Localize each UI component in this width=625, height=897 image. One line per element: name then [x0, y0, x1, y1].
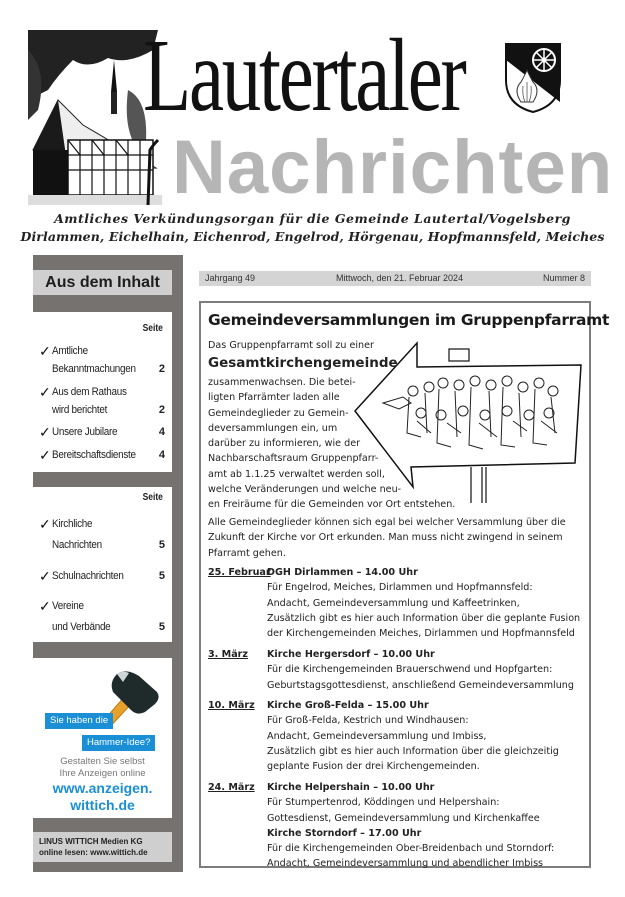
ad-url-2[interactable]: wittich.de	[70, 797, 135, 813]
contents-item[interactable]	[39, 568, 165, 589]
event-line: Für die Kirchengemeinden Ober-Breidenbach und Storndorf:	[267, 843, 555, 855]
event-heading: DGH Dirlammen – 14.00 Uhr	[267, 567, 418, 578]
contents-item-label: Bereitschaftsdienste	[52, 449, 136, 461]
contents-item-page: 2	[158, 404, 165, 416]
ad-url-1[interactable]: www.anzeigen.	[52, 780, 153, 796]
page-column-label: Seite	[142, 323, 163, 334]
town-hall-illustration-icon	[28, 30, 162, 205]
intro-paragraph	[208, 375, 455, 513]
contents-item-page: 5	[158, 621, 165, 633]
text-line: deversammlungen ein, um	[208, 422, 338, 434]
contents-item-page: 5	[158, 539, 165, 551]
masthead-villages: Dirlammen, Eichelhain, Eichenrod, Engelrod, Hörgenau, Hopfmannsfeld, Meiches	[20, 229, 605, 244]
second-paragraph	[208, 515, 588, 561]
event-line: Gottesdienst, Gemeindeversammlung und Kirchenkaffee	[267, 812, 540, 824]
event-date: 24. März	[208, 782, 255, 793]
issue-info-bar	[199, 271, 591, 286]
event-line: der Kirchengemeinden Meiches, Dirlammen und Hopfmannsfeld	[267, 628, 575, 640]
event-line: Andacht, Gemeindeversammlung und abendlicher Imbiss	[267, 858, 544, 870]
event-date: 10. März	[208, 700, 255, 711]
event-heading: Kirche Groß-Felda – 15.00 Uhr	[267, 700, 429, 711]
contents-item-label: Aus dem Rathaus	[52, 386, 127, 398]
text-line: Nachbarschaftsraum Gruppenpfarr-	[208, 453, 379, 465]
contents-item-label-2: Bekanntmachungen	[52, 363, 136, 375]
event-date: 25. Februar	[208, 567, 271, 578]
event-line: geplante Fusion der drei Kirchengemeinden.	[267, 761, 480, 773]
contents-item-label: Vereine	[52, 600, 84, 612]
contents-item-cont[interactable]	[39, 402, 165, 423]
event-line: Geburtstagsgottesdienst, anschließend Gemeindeversammlung	[267, 679, 574, 691]
intro-highlight: Gesamtkirchengemeinde	[208, 355, 398, 371]
event-line: Für Groß-Felda, Kestrich und Windhausen:	[267, 715, 469, 727]
contents-item-cont[interactable]	[39, 537, 165, 558]
event-line: Andacht, Gemeindeversammlung und Kaffeetrinken,	[267, 597, 520, 609]
article-title: Gemeindeversammlungen im Gruppenpfarramt	[208, 311, 610, 329]
coat-of-arms-icon	[503, 40, 563, 114]
text-line: Pfarramt gehen.	[208, 547, 286, 559]
contents-item[interactable]	[39, 447, 165, 468]
issue-date: Mittwoch, den 21. Februar 2024	[336, 273, 464, 283]
contents-item-page: 2	[158, 363, 165, 375]
text-line: Gemeindeglieder zu Gemein-	[208, 407, 349, 419]
contents-item-label: Kirchliche	[52, 518, 93, 530]
contents-item-cont[interactable]	[39, 619, 165, 640]
checkmark-icon: ✓	[39, 516, 51, 532]
masthead	[0, 0, 625, 250]
issue-volume: Jahrgang 49	[205, 273, 256, 283]
ad-text-2: Ihre Anzeigen online	[59, 768, 146, 779]
contents-item-label: Unsere Jubilare	[52, 426, 118, 438]
checkmark-icon: ✓	[39, 424, 51, 440]
event-line: Zusätzlich gibt es hier auch Information über die gleichzeitig	[267, 745, 559, 757]
issue-number: Nummer 8	[542, 273, 585, 283]
event-line: Andacht, Gemeindeversammlung und Imbiss,	[267, 730, 487, 742]
masthead-title: Lautertaler	[143, 18, 465, 133]
contents-group-2	[33, 487, 172, 642]
text-line: darüber zu informieren, wie der	[208, 438, 361, 450]
checkmark-icon: ✓	[39, 384, 51, 400]
contents-item[interactable]	[39, 516, 165, 537]
event-line: Für die Kirchengemeinden Brauerschwend und Hopfgarten:	[267, 664, 553, 676]
advertisement[interactable]	[33, 658, 172, 818]
event-line: Zusätzlich gibt es hier auch Information über die geplante Fusion	[267, 612, 581, 624]
contents-item-cont[interactable]	[39, 361, 165, 382]
contents-item-label: Schulnachrichten	[52, 570, 124, 582]
checkmark-icon: ✓	[39, 568, 51, 584]
checkmark-icon: ✓	[39, 598, 51, 614]
ad-tag-2: Hammer-Idee?	[82, 735, 155, 751]
publisher-online-link[interactable]: online lesen: www.wittich.de	[39, 848, 148, 857]
contents-heading: Aus dem Inhalt	[45, 273, 160, 291]
checkmark-icon: ✓	[39, 343, 51, 359]
contents-group-1	[33, 312, 172, 472]
event-heading: Kirche Helpershain – 10.00 Uhr	[267, 782, 435, 793]
event-heading: Kirche Hergersdorf – 10.00 Uhr	[267, 649, 435, 660]
text-line: welche Veränderungen und welche neu-	[208, 484, 402, 496]
contents-item-page: 4	[158, 426, 165, 438]
contents-item-label-2: und Verbände	[52, 621, 111, 633]
text-line: zusammenwachsen. Die betei-	[208, 377, 356, 388]
contents-sidebar	[33, 255, 183, 872]
intro-text: Das Gruppenpfarramt soll zu einer	[208, 340, 374, 351]
publisher-footer	[33, 832, 172, 862]
contents-item-page: 5	[158, 570, 165, 582]
event-heading-2: Kirche Storndorf – 17.00 Uhr	[267, 827, 422, 839]
event-date: 3. März	[208, 649, 248, 660]
text-line: Alle Gemeindeglieder können sich egal bei welcher Versammlung über die	[208, 517, 566, 528]
publisher-name: LINUS WITTICH Medien KG	[39, 837, 143, 846]
contents-item-label-2: Nachrichten	[52, 539, 102, 551]
article	[199, 301, 610, 870]
ad-tag-1: Sie haben die	[45, 713, 113, 729]
event-line: Für Stumpertenrod, Köddingen und Helpershain:	[267, 797, 500, 809]
checkmark-icon: ✓	[39, 447, 51, 463]
text-line: ligten Pfarrämter laden alle	[208, 392, 340, 404]
contents-item-page: 4	[158, 449, 165, 461]
contents-item[interactable]	[39, 424, 165, 445]
contents-item-label: Amtliche	[52, 345, 88, 357]
contents-heading-box	[33, 270, 172, 295]
ad-text-1: Gestalten Sie selbst	[60, 756, 145, 767]
contents-item[interactable]	[39, 598, 165, 619]
text-line: amt ab 1.1.25 verwaltet werden soll,	[208, 468, 385, 480]
masthead-subtitle: Nachrichten	[172, 125, 614, 210]
event-line: Für Engelrod, Meiches, Dirlammen und Hopfmannsfeld:	[267, 582, 533, 594]
masthead-tagline: Amtliches Verkündungsorgan für die Gemeinde Lautertal/Vogelsberg	[54, 211, 571, 226]
text-line: en Freiräume für die Gemeinden vor Ort entstehen.	[208, 499, 456, 511]
text-line: Zukunft der Kirche vor Ort erkunden. Man muss nicht zwingend in seinem	[208, 532, 563, 544]
contents-item-label-2: wird berichtet	[52, 404, 108, 416]
page-column-label: Seite	[142, 492, 163, 503]
